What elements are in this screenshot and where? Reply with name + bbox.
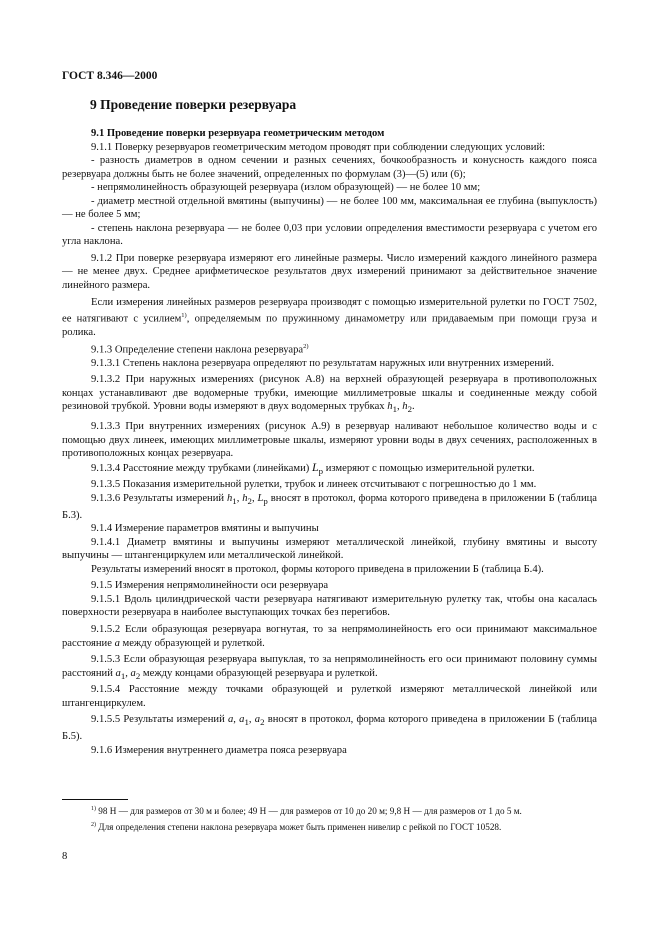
paragraph-9-1-1: 9.1.1 Поверку резервуаров геометрическим методом проводят при соблюдении следующих условий: <box>91 141 546 153</box>
footnotes <box>62 803 597 834</box>
paragraph-9-1-3-6: 9.1.3.6 Результаты измерений $h_1$, $h_2$, $L_р$ вносят в протокол, форма которого приведена в приложении Б (таблица Б.3). <box>62 492 598 521</box>
section-title: 9 Проведение поверки резервуара <box>90 97 297 112</box>
paragraph-9-1-2: 9.1.2 При поверке резервуара измеряют его линейные размеры. Число измерений каждого линейного размера — не менее двух. Среднее арифметическое результатов двух измерений принимают за действительное значение линейного размера. <box>62 252 597 292</box>
document-body <box>62 127 597 757</box>
paragraph-9-1-4-1: 9.1.4.1 Диаметр вмятины и выпучины измеряют металлической линейкой, глубину вмятины и высоту выпучины — штангенциркулем или металлической линейкой. <box>62 536 597 562</box>
paragraph-9-1-5-2: 9.1.5.2 Если образующая резервуара вогнутая, то за непрямолинейность его оси принимают максимальное расстояние a между образующей и рулеткой. <box>62 623 597 649</box>
paragraph-9-1-6: 9.1.6 Измерения внутреннего диаметра пояса резервуара <box>91 744 347 756</box>
paragraph-9-1-3-2: 9.1.3.2 При наружных измерениях (рисунок А.8) на верхней образующей резервуара в противоположных концах устанавливают две водомерные трубки, имеющие миллиметровые шкалы и соединенные между собой резиновой трубкой. Уровни воды измеряют в двух водомерных трубках $h_1$, $h_2$. <box>62 374 597 415</box>
paragraph-9-1-5-5: 9.1.5.5 Результаты измерений a, $a_1$, $a_2$ вносят в протокол, форма которого приведена в приложении Б (таблица Б.5). <box>62 714 598 743</box>
paragraph-9-1-3-4: 9.1.3.4 Расстояние между трубками (линейками) $L_р$ измеряют с помощью измерительной рулетки. <box>91 459 535 476</box>
paragraph-9-1-5-3: 9.1.5.3 Если образующая резервуара выпуклая, то за непрямолинейность его оси принимают половину суммы расстояний $a_1$, $a_2$ между концами образующей резервуара и рулеткой. <box>62 654 597 681</box>
subsection-title: 9.1 Проведение поверки резервуара геометрическим методом <box>91 128 385 139</box>
paragraph-9-1-4: 9.1.4 Измерение параметров вмятины и выпучины <box>91 523 319 535</box>
paragraph-9-1-3-1: 9.1.3.1 Степень наклона резервуара определяют по результатам наружных или внутренних измерений. <box>91 357 554 369</box>
footnote-ref-1: 1) <box>181 312 187 320</box>
footnote-1: $^{1)}$ 98 Н — для размеров от 30 м и более; 49 Н — для размеров от 10 до 20 м; 9,8 Н — для размеров от 1 до 5 м. <box>91 806 522 817</box>
footnote-2: $^{2)}$ Для определения степени наклона резервуара может быть применен нивелир с рейкой по ГОСТ 10528. <box>91 822 502 833</box>
paragraph-9-1-5: 9.1.5 Измерения непрямолинейности оси резервуара <box>91 580 329 592</box>
footnote-divider <box>62 799 128 800</box>
paragraph-9-1-5-1: 9.1.5.1 Вдоль цилиндрической части резервуара натягивают измерительную рулетку так, чтобы она касалась поверхности резервуара в наиболее выступающих точках без перегибов. <box>62 593 597 619</box>
standard-header: ГОСТ 8.346—2000 <box>62 70 158 82</box>
footnote-ref-2: 2) <box>303 342 309 350</box>
paragraph-9-1-3-3: 9.1.3.3 При внутренних измерениях (рисунок А.9) в резервуар наливают небольшое количество воды и с помощью двух линеек, имеющих миллиметровые шкалы, измеряют уровни воды в двух сечениях, расположенных в противоположных концах резервуара. <box>62 421 597 460</box>
paragraph-9-1-2-tape: Если измерения линейных размеров резервуара производят с помощью измерительной рулетки по ГОСТ 7502, ее натягивают с усилием$^{1)}$, определяемым по пружинному динамометру или придаваемым при помощи груза и ролика. <box>62 296 597 339</box>
page-number: 8 <box>62 851 68 862</box>
paragraph-9-1-5-4: 9.1.5.4 Расстояние между точками образующей и рулеткой измеряют металлической линейкой или штангенциркулем. <box>62 684 597 709</box>
bullet-nonstraightness: - непрямолинейность образующей резервуара (излом образующей) — не более 10 мм; <box>91 182 481 194</box>
bullet-diameter-difference: - разность диаметров в одном сечении и разных сечениях, бочкообразность и конусность каждого пояса резервуара должны быть не более значений, определенных по формулам (3)—(5) или (6); <box>62 155 597 180</box>
paragraph-9-1-3-5: 9.1.3.5 Показания измерительной рулетки, трубок и линеек отсчитывают с погрешностью до 1 мм. <box>91 479 537 491</box>
paragraph-9-1-3: 9.1.3 Определение степени наклона резервуара$^{2)}$ <box>91 342 309 356</box>
bullet-tilt-degree: - степень наклона резервуара — не более 0,03 при условии определения вместимости резервуара с учетом его угла наклона. <box>62 222 597 248</box>
bullet-dent-diameter: - диаметр местной отдельной вмятины (выпучины) — не более 100 мм, максимальная ее глубина (выпуклость) — не более 5 мм; <box>62 195 597 221</box>
paragraph-9-1-4-1-results: Результаты измерений вносят в протокол, формы которого приведена в приложении Б (таблица Б.4). <box>91 563 544 575</box>
